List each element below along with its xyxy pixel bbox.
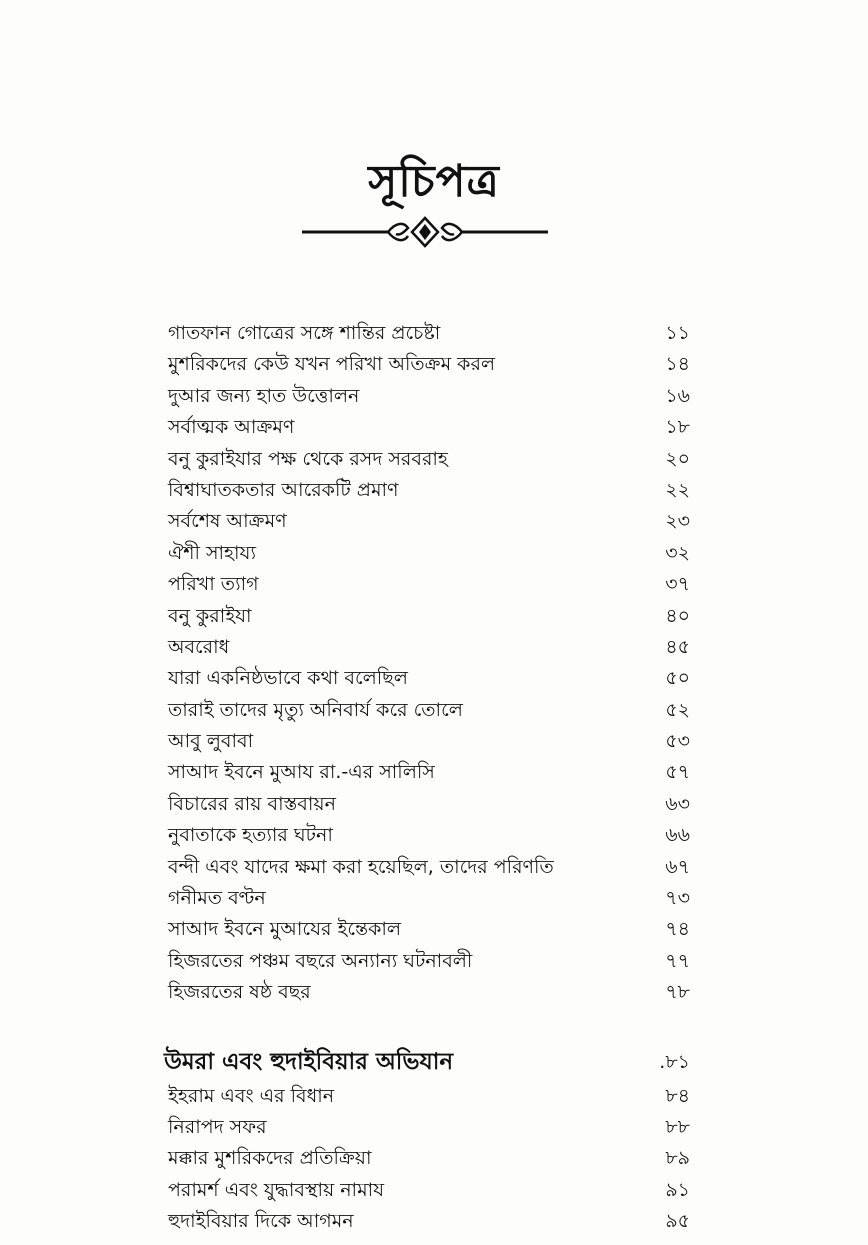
toc-entry[interactable] [160, 538, 690, 569]
table-of-contents [160, 318, 690, 1238]
toc-entry[interactable] [160, 663, 690, 694]
toc-entry-title: হিজরতের ষষ্ঠ বছর [168, 981, 311, 1004]
toc-entry[interactable] [160, 632, 690, 663]
toc-entry-page: ২২ [665, 478, 690, 501]
toc-entry-page: ৪০ [665, 604, 690, 627]
toc-entry-title: হুদাইবিয়ার দিকে আগমন [168, 1210, 354, 1233]
toc-entry-page: ১৪ [665, 353, 690, 376]
toc-entry[interactable] [160, 569, 690, 600]
toc-entry-page: ৫৩ [665, 730, 690, 753]
toc-entry[interactable] [160, 757, 690, 788]
toc-entry-title: সাআদ ইবনে মুআয রা.-এর সালিসি [168, 761, 435, 784]
toc-entry-title: গনীমত বণ্টন [168, 887, 266, 910]
toc-entry-title: হিজরতের পঞ্চম বছরে অন্যান্য ঘটনাবলী [168, 949, 473, 972]
toc-entry[interactable] [160, 914, 690, 945]
toc-entry-title: তারাই তাদের মৃত্যু অনিবার্য করে তোলে [168, 698, 463, 721]
toc-entry-page: ১১ [665, 322, 690, 344]
toc-entry-page: ৮৯ [665, 1147, 690, 1170]
toc-entry-page: ৩২ [665, 541, 690, 564]
toc-entry-page: ২০ [665, 447, 690, 470]
toc-entry-title: নুবাতাকে হত্যার ঘটনা [168, 824, 333, 847]
toc-entry-page: ২৩ [665, 510, 690, 533]
toc-entry-page: ৯৫ [665, 1210, 690, 1233]
toc-entry-title: সর্বশেষ আক্রমণ [168, 510, 287, 533]
toc-entry[interactable] [160, 381, 690, 412]
toc-entry-page: ৭৪ [665, 918, 690, 941]
toc-entry-title: সাআদ ইবনে মুআযের ইন্তেকাল [168, 918, 402, 941]
toc-entry-page: ৯১ [665, 1178, 690, 1201]
section-gap [160, 1009, 690, 1043]
toc-entry-title: পরামর্শ এবং যুদ্ধাবস্থায় নামায [168, 1178, 385, 1201]
toc-entry[interactable] [160, 1206, 690, 1237]
page-title: সূচিপত্র [368, 156, 500, 207]
toc-entry-title: বনু কুরাইযার পক্ষ থেকে রসদ সরবরাহ [168, 447, 448, 470]
toc-entry-page: ৬৭ [665, 855, 690, 878]
section-title: উমরা এবং হুদাইবিয়ার অভিযান [164, 1048, 454, 1075]
toc-entry-page: ৩৭ [665, 573, 690, 596]
toc-entry-title: ঐশী সাহায্য [168, 541, 256, 564]
toc-entry-title: সর্বাত্মক আক্রমণ [168, 416, 295, 439]
toc-entry[interactable] [160, 946, 690, 977]
toc-entry-page: ৬৩ [665, 792, 690, 815]
toc-entry-page: ৫৭ [665, 761, 690, 784]
toc-entry-page: ৭৮ [665, 981, 690, 1004]
toc-entry-title: বিশ্বাঘাতকতার আরেকটি প্রমাণ [168, 478, 399, 501]
toc-entry-title: আবু লুবাবা [168, 730, 254, 753]
toc-entry-title: মক্কার মুশরিকদের প্রতিক্রিয়া [168, 1147, 372, 1170]
toc-entry[interactable] [160, 852, 690, 883]
toc-entry-title: বন্দী এবং যাদের ক্ষমা করা হয়েছিল, তাদের পরিণতি [168, 855, 554, 878]
toc-entry[interactable] [160, 444, 690, 475]
toc-entry[interactable] [160, 726, 690, 757]
toc-entry-page: ৮৪ [665, 1084, 690, 1107]
toc-entry[interactable] [160, 601, 690, 632]
toc-entry[interactable] [160, 695, 690, 726]
toc-entry[interactable] [160, 977, 690, 1008]
toc-entry[interactable] [160, 1112, 690, 1143]
toc-entry-title: ইহরাম এবং এর বিধান [168, 1084, 335, 1107]
toc-section-heading[interactable] [160, 1043, 690, 1081]
toc-entry-page: ৮৮ [665, 1115, 690, 1138]
toc-entry-title: বিচারের রায় বাস্তবায়ন [168, 792, 336, 815]
toc-entry-page: ৬৬ [665, 824, 690, 847]
toc-entry-title: যারা একনিষ্ঠভাবে কথা বলেছিল [168, 667, 408, 690]
toc-entry-title: গাতফান গোত্রের সঙ্গে শান্তির প্রচেষ্টা [168, 322, 441, 344]
toc-entry[interactable] [160, 883, 690, 914]
toc-entry[interactable] [160, 349, 690, 380]
toc-entry[interactable] [160, 1175, 690, 1206]
toc-entry[interactable] [160, 820, 690, 851]
toc-entry-title: পরিখা ত্যাগ [168, 573, 259, 596]
toc-entry-page: ৫০ [665, 667, 690, 690]
toc-entry-title: অবরোধ [168, 635, 230, 658]
toc-entry[interactable] [160, 475, 690, 506]
toc-entry-page: ৪৫ [665, 635, 690, 658]
toc-entry[interactable] [160, 1143, 690, 1174]
toc-entry[interactable] [160, 506, 690, 537]
toc-entry[interactable] [160, 789, 690, 820]
ornament-divider [300, 214, 550, 250]
toc-entry-title: দুআর জন্য হাত উত্তোলন [168, 384, 360, 407]
toc-entry-page: ১৮ [665, 416, 690, 439]
toc-entry[interactable] [160, 1081, 690, 1112]
toc-entry[interactable] [160, 318, 690, 349]
toc-entry-page: ১৬ [665, 384, 690, 407]
toc-entry-title: বনু কুরাইযা [168, 604, 252, 627]
toc-entry-page: ৭৭ [665, 949, 690, 972]
toc-entry-title: নিরাপদ সফর [168, 1115, 267, 1138]
section-page: .৮১ [659, 1050, 690, 1073]
toc-entry-title: মুশরিকদের কেউ যখন পরিখা অতিক্রম করল [168, 353, 496, 376]
toc-entry-page: ৭৩ [665, 887, 690, 910]
toc-entry-page: ৫২ [665, 698, 690, 721]
toc-entry[interactable] [160, 412, 690, 443]
